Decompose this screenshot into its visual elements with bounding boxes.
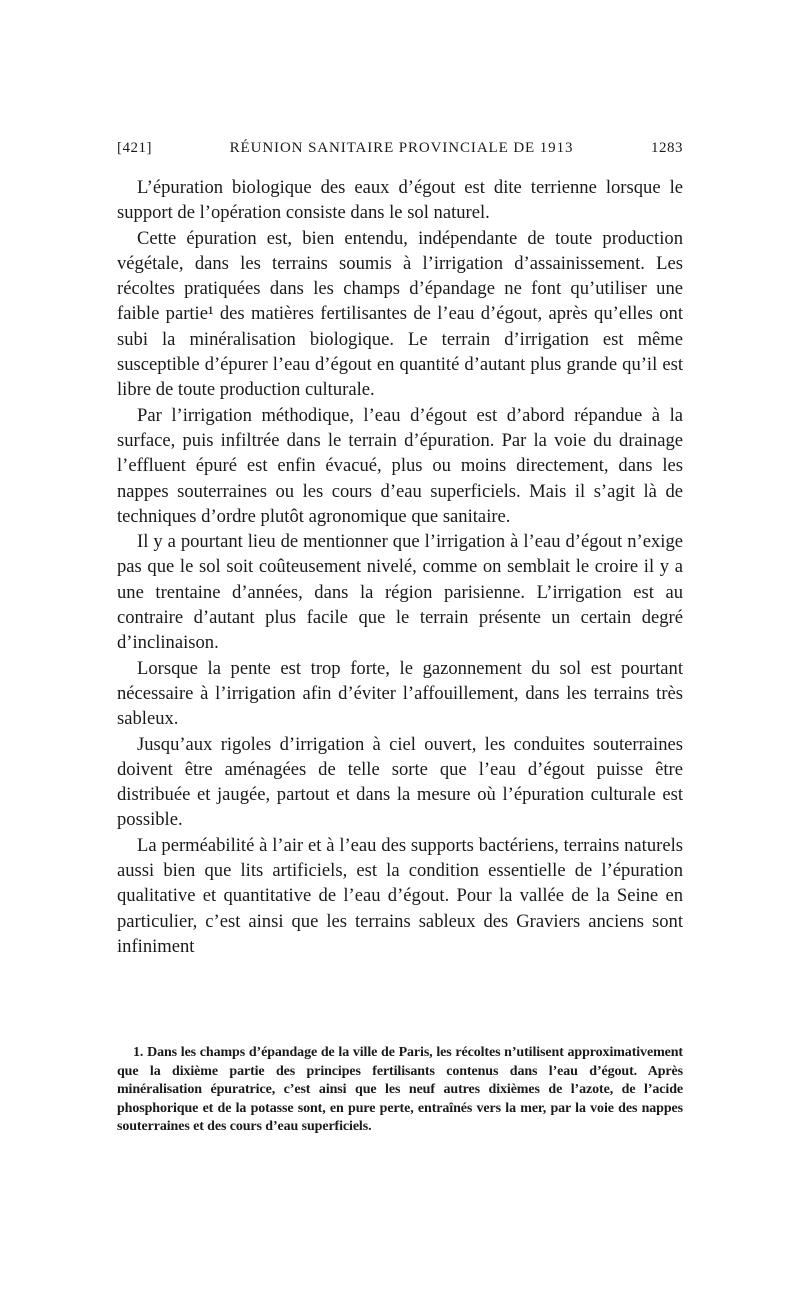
running-title: RÉUNION SANITAIRE PROVINCIALE DE 1913: [229, 140, 574, 156]
main-text: [117, 175, 683, 959]
footnote: 1. Dans les champs d’épandage de la ville de Paris, les récoltes n’utilisent approximativement que la dixième partie des principes fertilisants contenus dans l’eau d’égout. Après minéralisation épuratrice, c’est ainsi que les neuf autres dixièmes de l’azote, de l’acide phosphorique et de la potasse sont, en pure perte, entraînés vers la mer, par la voie des nappes souterraines et des cours d’eau superficiels.: [117, 1045, 683, 1135]
paragraph: Lorsque la pente est trop forte, le gazonnement du sol est pourtant nécessaire à l’irrigation afin d’éviter l’affouillement, dans les terrains très sableux.: [117, 657, 683, 730]
running-head: [117, 140, 683, 157]
page-body: [117, 140, 683, 959]
footnotes: [117, 1044, 683, 1137]
paragraph: Jusqu’aux rigoles d’irrigation à ciel ouvert, les conduites souterraines doivent être aménagées de telle sorte que l’eau d’égout puisse être distribuée et jaugée, partout et dans la mesure où l’épuration culturale est possible.: [117, 733, 683, 831]
page-number: 1283: [651, 140, 683, 156]
paragraph: La perméabilité à l’air et à l’eau des supports bactériens, terrains naturels aussi bien que lits artificiels, est la condition essentielle de l’épuration qualitative et quantitative de l’eau d’égout. Pour la vallée de la Seine en particulier, c’est ainsi que les terrains sableux des Graviers anciens sont infiniment: [117, 834, 683, 957]
paragraph: Il y a pourtant lieu de mentionner que l’irrigation à l’eau d’égout n’exige pas que le sol soit coûteusement nivelé, comme on semblait le croire il y a une trentaine d’années, dans la région parisienne. L’irrigation est au contraire d’autant plus facile que le terrain présente un certain degré d’inclinaison.: [117, 531, 683, 654]
paragraph: Cette épuration est, bien entendu, indépendante de toute production végétale, dans les terrains soumis à l’irrigation d’assainissement. Les récoltes pratiquées dans les champs d’épandage ne font qu’utiliser une faible partie¹ des matières fertilisantes de l’eau d’égout, après qu’elles ont subi la minéralisation biologique. Le terrain d’irrigation est même susceptible d’épurer l’eau d’égout en quantité d’autant plus grande qu’il est libre de toute production culturale.: [117, 227, 683, 401]
paragraph: Par l’irrigation méthodique, l’eau d’égout est d’abord répandue à la surface, puis infiltrée dans le terrain d’épuration. Par la voie du drainage l’effluent épuré est enfin évacué, plus ou moins directement, dans les nappes souterraines ou les cours d’eau superficiels. Mais il s’agit là de techniques d’ordre plutôt agronomique que sanitaire.: [117, 404, 683, 527]
page-bracket-number: [421]: [117, 140, 152, 156]
paragraph: L’épuration biologique des eaux d’égout est dite terrienne lorsque le support de l’opération consiste dans le sol naturel.: [117, 177, 683, 224]
